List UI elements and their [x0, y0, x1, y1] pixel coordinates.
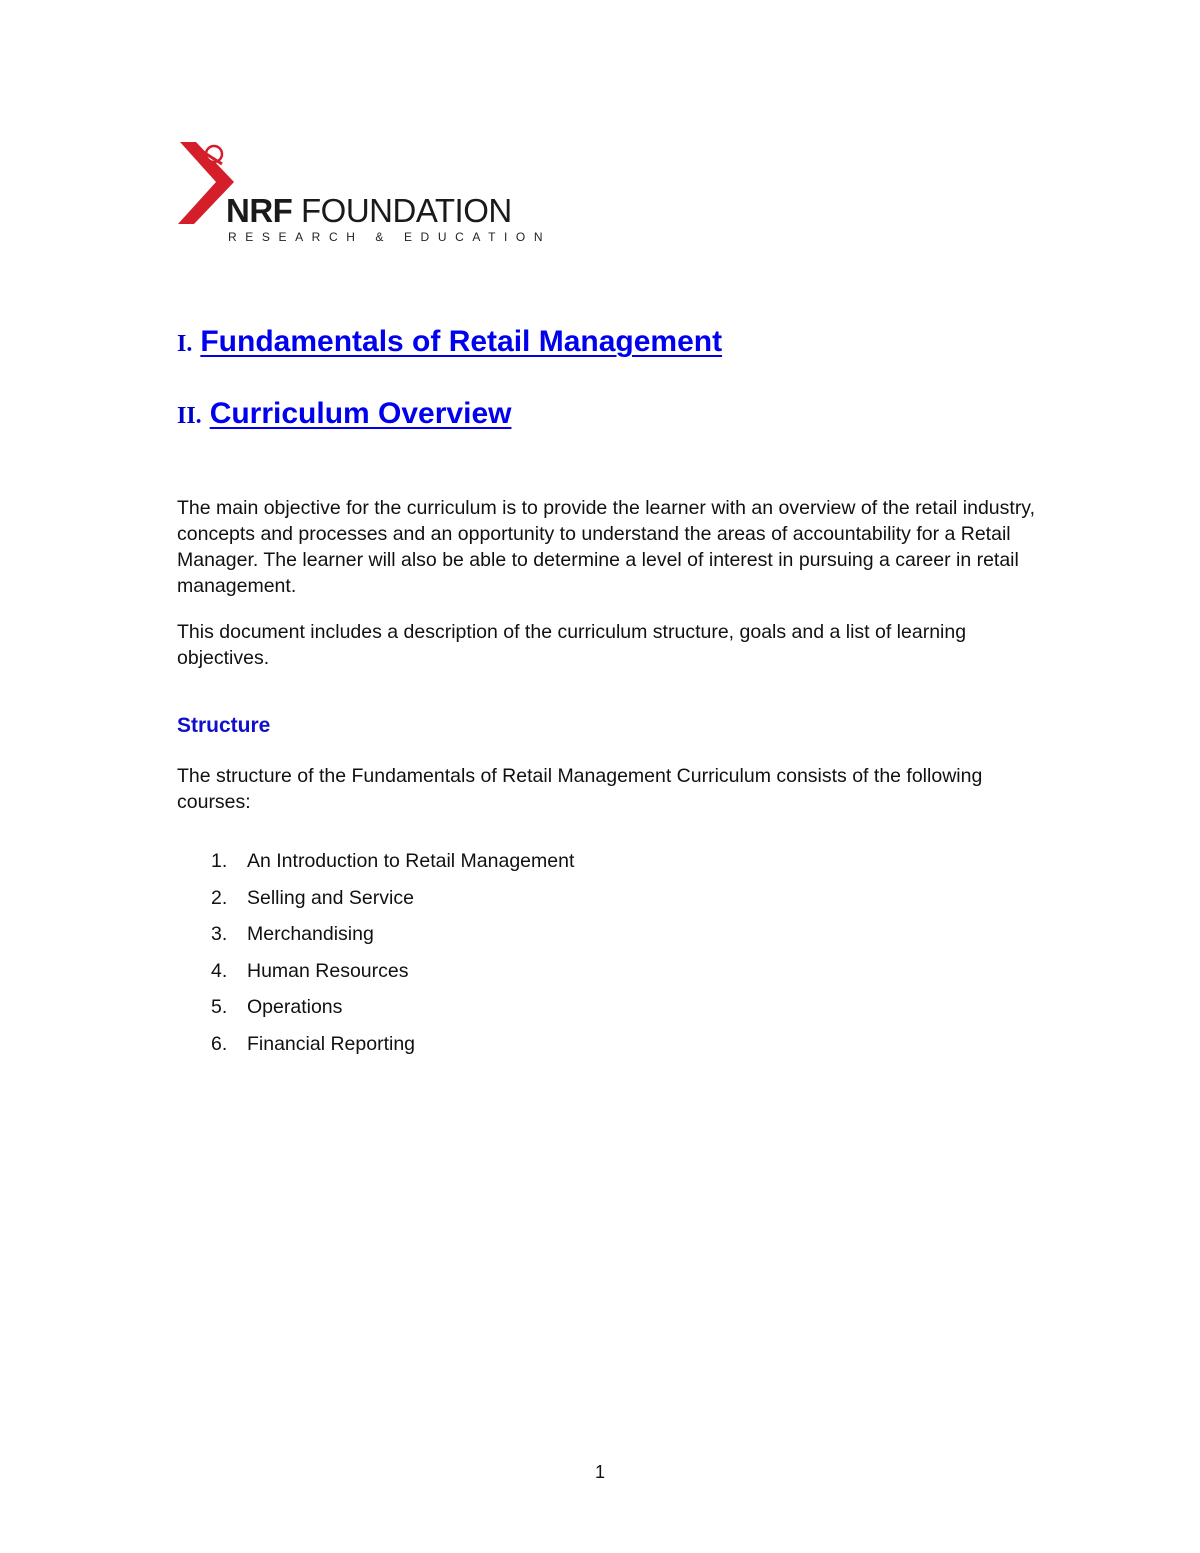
structure-heading: Structure [177, 714, 271, 737]
logo-tagline: RESEARCH & EDUCATION [228, 230, 552, 244]
logo-name-bold: NRF [226, 192, 293, 229]
course-title: Financial Reporting [247, 1032, 416, 1055]
logo-name [226, 192, 512, 230]
structure-paragraph: The structure of the Fundamentals of Retail Management Curriculum consists of the following courses: [177, 765, 983, 813]
nrf-foundation-logo [176, 140, 552, 250]
page-number: 1 [594, 1462, 605, 1482]
logo-name-rest: FOUNDATION [301, 192, 512, 229]
section-number: I. [177, 331, 193, 357]
course-title: An Introduction to Retail Management [247, 850, 575, 872]
fundamentals-link[interactable]: Fundamentals of Retail Management [200, 325, 723, 358]
course-title: Merchandising [247, 923, 374, 946]
course-number: 3. [211, 923, 228, 946]
section-heading-1 [177, 325, 722, 359]
section-heading-2 [177, 397, 511, 431]
course-title: Selling and Service [247, 886, 414, 909]
section-number: II. [177, 403, 202, 429]
course-title: Human Resources [247, 959, 409, 982]
course-number: 1. [211, 850, 228, 872]
curriculum-overview-link[interactable]: Curriculum Overview [209, 397, 512, 430]
course-number: 5. [211, 996, 228, 1019]
course-number: 2. [211, 886, 228, 909]
course-number: 6. [211, 1032, 228, 1055]
course-title: Operations [247, 996, 343, 1019]
document-description-paragraph: This document includes a description of the curriculum structure, goals and a list of learning objectives. [177, 621, 967, 669]
course-number: 4. [211, 959, 228, 982]
objective-paragraph: The main objective for the curriculum is to provide the learner with an overview of the retail industry, concepts and processes and an opportunity to understand the areas of accountability for a Retail Manager. The learner will also be able to determine a level of interest in pursuing a career in retail management. [177, 497, 1036, 597]
